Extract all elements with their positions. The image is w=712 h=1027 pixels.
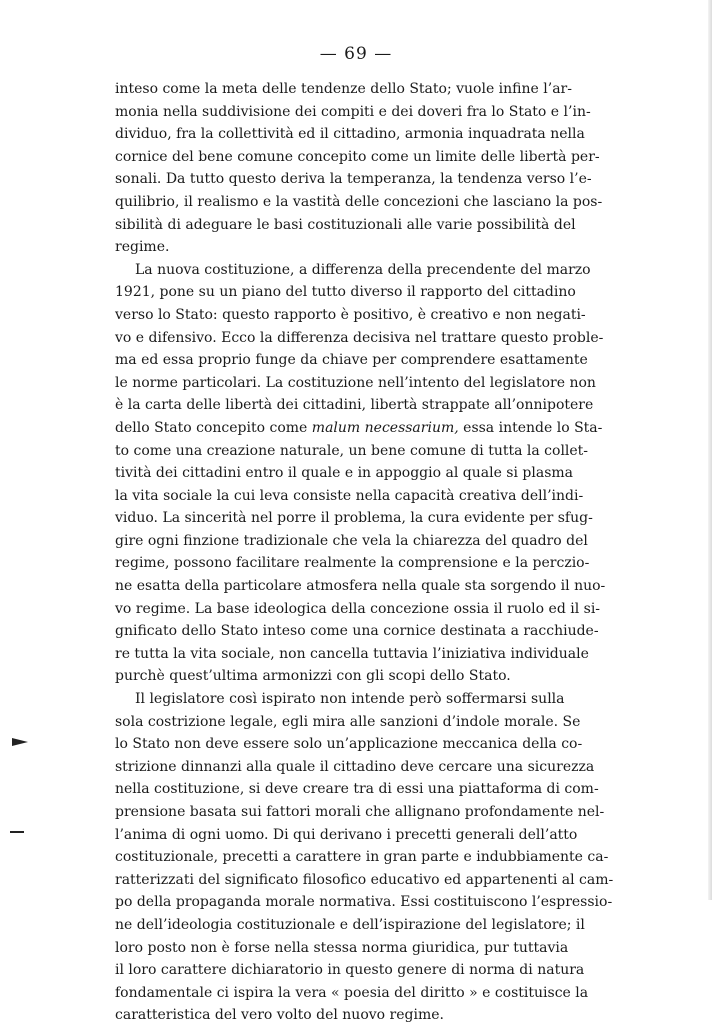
text-line: re tutta la vita sociale, non cancella tuttavia l’iniziativa individuale — [115, 645, 589, 662]
text-line: sola costrizione legale, egli mira alle sanzioni d’indole morale. Se — [115, 713, 581, 730]
text-line: nella costituzione, si deve creare tra di essi una piattaforma di com- — [115, 781, 599, 798]
text-line: strizione dinnanzi alla quale il cittadino deve cercare una sicurezza — [115, 758, 595, 775]
paragraph-start-line: Il legislatore così ispirato non intende però soffermarsi sulla — [135, 691, 565, 708]
text-line: vo regime. La base ideologica della concezione ossia il ruolo ed il si- — [115, 600, 601, 617]
text-line: prensione basata sui fattori morali che allignano profondamente nel- — [115, 804, 605, 820]
text-line: inteso come la meta delle tendenze dello Stato; vuole infine l’ar- — [115, 81, 572, 97]
text-line: 1921, pone su un piano del tutto diverso il rapporto del cittadino — [115, 284, 576, 301]
text-line: viduo. La sincerità nel porre il problema, la cura evidente per sfug- — [115, 510, 593, 527]
italic-latin-phrase: malum necessarium, — [311, 419, 459, 436]
text-line: po della propaganda morale normativa. Essi costituiscono l’espressio- — [115, 894, 613, 911]
text-line: purchè quest’ultima armonizzi con gli scopi dello Stato. — [115, 668, 511, 685]
text-line: quilibrio, il realismo e la vastità delle concezioni che lasciano la pos- — [115, 193, 603, 210]
text-line: tività dei cittadini entro il quale e in appoggio al quale si plasma — [115, 465, 574, 482]
text-line: l’anima di ogni uomo. Di qui derivano i precetti generali dell’atto — [115, 826, 578, 843]
page-edge — [708, 0, 712, 900]
text-line: monia nella suddivisione dei compiti e dei doveri fra lo Stato e l’in- — [115, 103, 591, 120]
body-text — [115, 78, 614, 1027]
text-line: è la carta delle libertà dei cittadini, libertà strappate all’onnipotere — [115, 397, 594, 414]
text-line: dividuo, fra la collettività ed il cittadino, armonia inquadrata nella — [115, 126, 585, 143]
text-line: ratterizzati del significato filosofico educativo ed appartenenti al cam- — [115, 871, 614, 888]
line-text-end: essa intende lo Sta- — [458, 419, 603, 436]
text-line: gire ogni finzione tradizionale che vela la chiarezza del quadro del — [115, 532, 588, 549]
margin-arrow-mark — [12, 738, 28, 746]
page-number: — 69 — — [319, 44, 393, 64]
text-line-with-italic — [115, 417, 603, 440]
text-line: la vita sociale la cui leva consiste nella capacità creativa dell’indi- — [115, 487, 584, 504]
text-line: ma ed essa proprio funge da chiave per comprendere esattamente — [115, 352, 588, 369]
paragraph-start-line: La nuova costituzione, a differenza della precendente del marzo — [135, 261, 591, 278]
text-line: ne dell’ideologia costituzionale e dell’ispirazione del legislatore; il — [115, 916, 585, 933]
text-line: cornice del bene comune concepito come un limite delle libertà per- — [115, 148, 600, 165]
line-text-start: dello Stato concepito come — [115, 419, 312, 436]
text-line: verso lo Stato: questo rapporto è positivo, è creativo e non negati- — [115, 306, 586, 323]
margin-dash-mark — [10, 831, 24, 833]
text-line: loro posto non è forse nella stessa norma giuridica, pur tuttavia — [115, 939, 569, 956]
text-line: gnificato dello Stato inteso come una cornice destinata a racchiude- — [115, 623, 599, 640]
text-line: lo Stato non deve essere solo un’applicazione meccanica della co- — [115, 736, 583, 753]
text-line: fondamentale ci ispira la vera « poesia del diritto » e costituisce la — [115, 984, 589, 1001]
text-line: le norme particolari. La costituzione nell’intento del legislatore non — [115, 374, 596, 391]
text-line: caratteristica del vero volto del nuovo regime. — [115, 1007, 444, 1024]
text-line: regime. — [115, 239, 170, 256]
text-line: il loro carattere dichiaratorio in questo genere di norma di natura — [115, 962, 585, 979]
text-line: sonali. Da tutto questo deriva la temperanza, la tendenza verso l’e- — [115, 171, 592, 188]
text-line: costituzionale, precetti a carattere in gran parte e indubbiamente ca- — [115, 849, 609, 866]
text-line: vo e difensivo. Ecco la differenza decisiva nel trattare questo proble- — [115, 329, 604, 346]
text-line: sibilità di adeguare le basi costituzionali alle varie possibilità del — [115, 216, 576, 233]
text-line: regime, possono facilitare realmente la comprensione e la perczio- — [115, 555, 590, 572]
text-line: to come una creazione naturale, un bene comune di tutta la collet- — [115, 442, 589, 459]
text-line: ne esatta della particolare atmosfera nella quale sta sorgendo il nuo- — [115, 578, 606, 595]
